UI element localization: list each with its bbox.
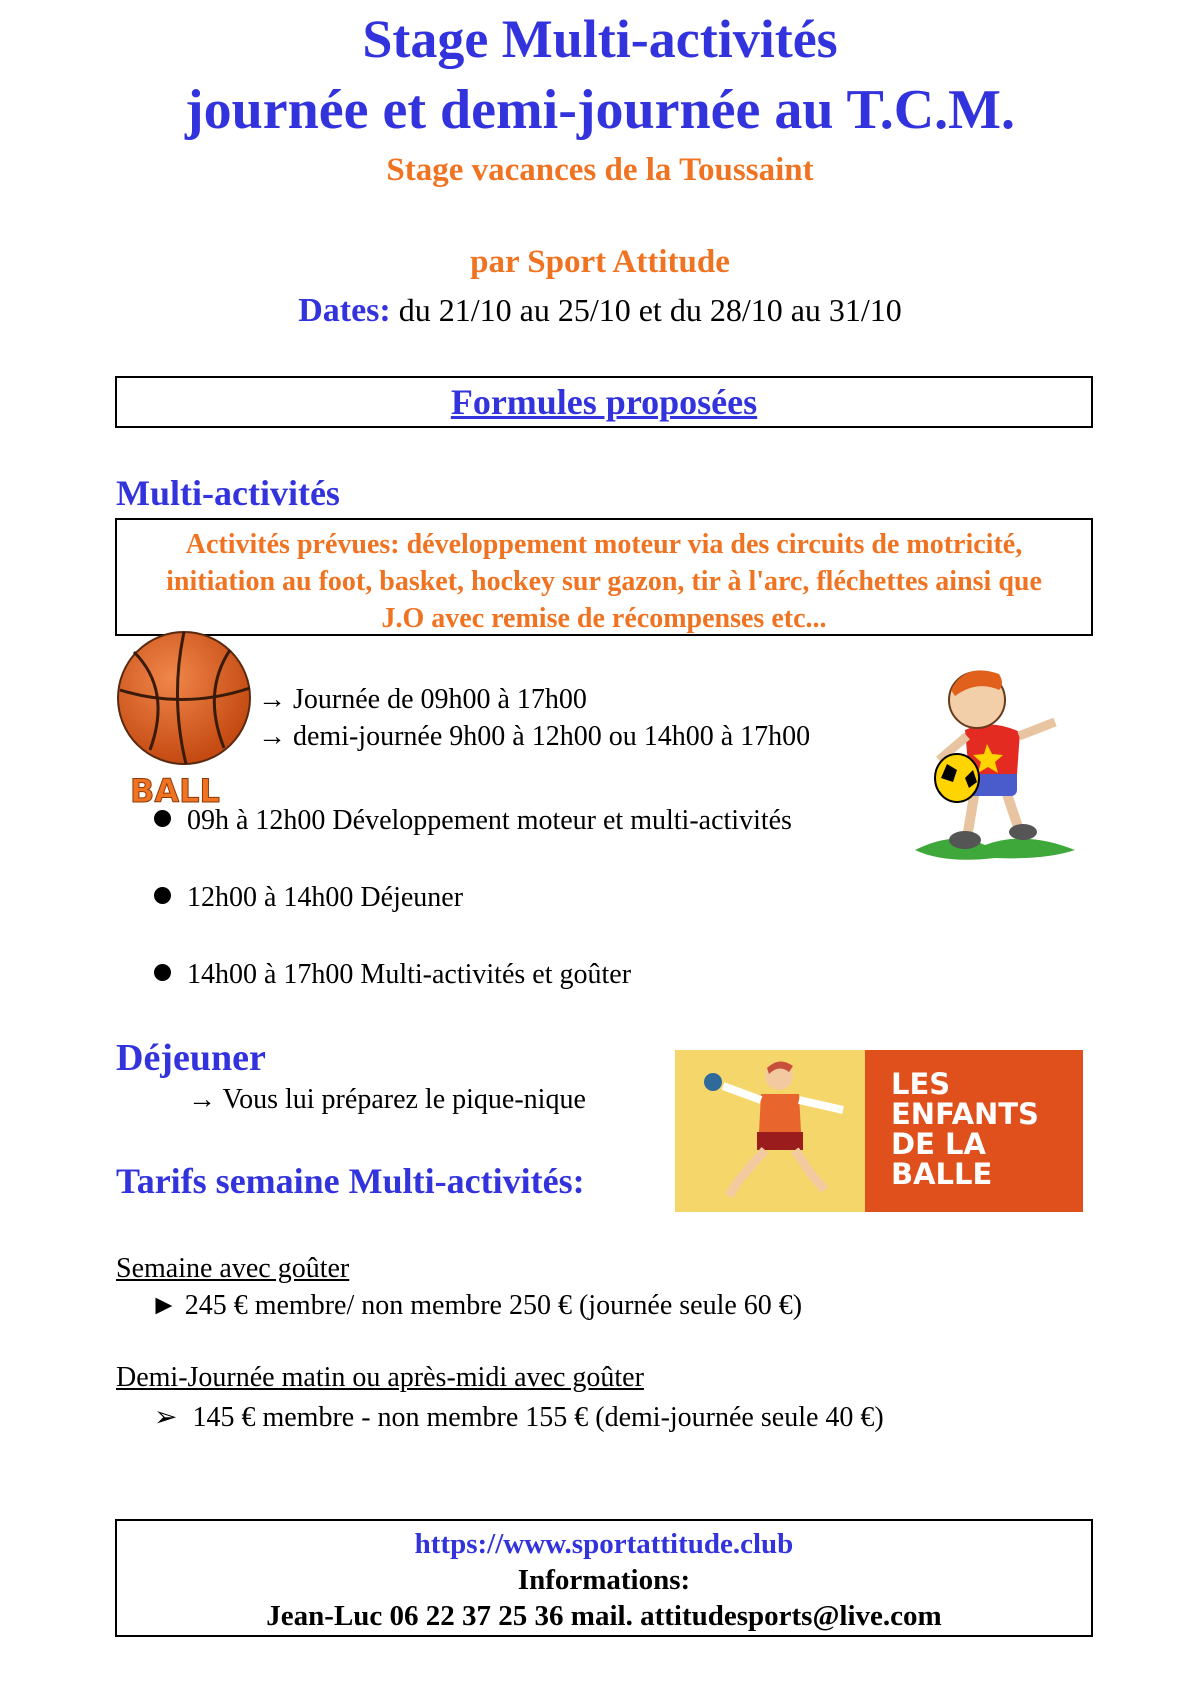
half-day-label: Demi-Journée matin ou après-midi avec goûter [116,1362,644,1393]
week-price: 245 € membre/ non membre 250 € (journée seule 60 €) [184,1290,803,1321]
formules-box [115,376,1093,428]
half-day-price-line [154,1400,884,1434]
organizer: par Sport Attitude [470,244,730,280]
subtitle: Stage vacances de la Toussaint [386,152,814,188]
dejeuner-heading: Déjeuner [116,1037,266,1079]
logo-text-line: BALLE [891,1157,993,1191]
basketball-icon [112,630,262,810]
schedule-item [154,959,631,991]
week-label: Semaine avec goûter [116,1253,350,1284]
schedule-text: 14h00 à 17h00 Multi-activités et goûter [187,959,632,990]
week-price-line [150,1290,802,1322]
schedule-text: 09h à 12h00 Développement moteur et multi-activités [187,805,792,836]
formules-heading: Formules proposées [450,382,758,422]
dates-value: du 21/10 au 25/10 et du 28/10 au 31/10 [398,292,902,328]
dejeuner-text: → Vous lui préparez le pique-nique [188,1084,586,1115]
info-label: Informations: [517,1564,691,1596]
bullet-dot [154,964,171,981]
activities-text: Activités prévues: développement moteur via des circuits de motricité, initiation au foot, basket, hockey sur gazon, tir à l'arc, fléchettes ainsi que J.O avec remise de récompenses etc... [166,529,1042,634]
page-title: Stage Multi-activités [362,9,838,69]
arrowhead-bullet-icon: ➢ [154,1402,178,1433]
tarifs-heading: Tarifs semaine Multi-activités: [116,1161,585,1201]
ball-label: BALL [130,772,220,810]
website-link[interactable]: https://www.sportattitude.club [414,1528,794,1560]
page-title-line2: journée et demi-journée au T.C.M. [185,79,1015,141]
dates-line [0,292,1200,330]
dates-label: Dates: [298,292,391,329]
multi-heading: Multi-activités [116,473,340,513]
schedule-item [154,882,463,914]
soccer-kid-icon [895,660,1085,870]
half-day-price: 145 € membre - non membre 155 € (demi-journée seule 40 €) [192,1402,884,1433]
schedule-item [154,805,792,837]
bullet-dot [154,810,171,827]
logo-text-line: LES [891,1067,951,1101]
hours-half-day: → demi-journée 9h00 à 12h00 ou 14h00 à 17h00 [258,721,811,752]
bullet-dot [154,887,171,904]
triangle-bullet-icon: ► [150,1290,178,1321]
logo-text-line: DE LA [891,1127,986,1161]
enfants-balle-logo [675,1050,1083,1212]
logo-text-line: ENFANTS [891,1097,1039,1131]
schedule-text: 12h00 à 14h00 Déjeuner [187,882,464,913]
contact-details: Jean-Luc 06 22 37 25 36 mail. attitudesports@live.com [266,1600,942,1632]
activities-box [115,518,1093,636]
hours-full-day: → Journée de 09h00 à 17h00 [258,684,587,715]
contact-box [115,1519,1093,1637]
